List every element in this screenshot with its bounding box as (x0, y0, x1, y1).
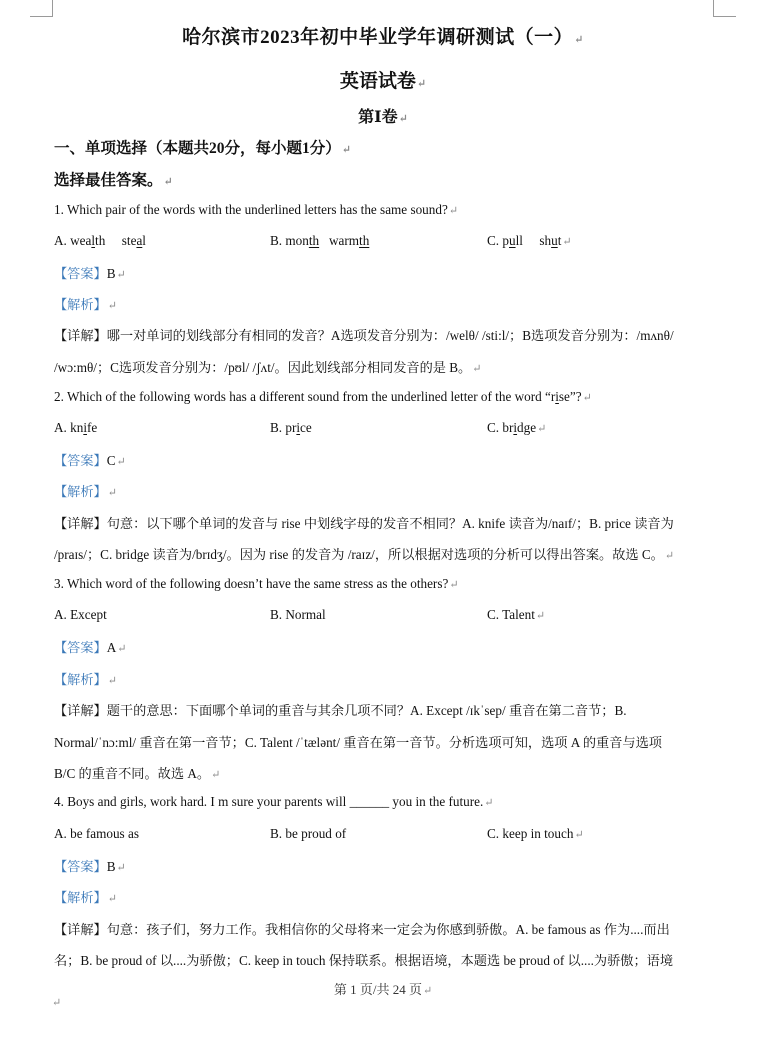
question-3-stem: 3. Which word of the following doesn’t have the same stress as the others?↵ (54, 576, 459, 591)
section-heading: 一、单项选择（本题共20分，每小题1分）↵ (54, 140, 351, 157)
question-2-option-a: A. knife (54, 420, 98, 435)
question-3-option-a: A. Except (54, 607, 107, 622)
question-2-option-b: B. price (270, 420, 312, 435)
question-1-detail-line-1: 【详解】哪一对单词的划线部分有相同的发音？A选项发音分别为：/welθ/ /sti:l/；B选项发音分别为：/mʌnθ/ (54, 328, 674, 343)
question-3-detail-line-1: 【详解】题干的意思：下面哪个单词的重音与其余几项不同？A. Except /ɪkˈsep/ 重音在第二音节；B. (54, 703, 627, 718)
question-2-answer: 【答案】C↵ (54, 453, 126, 468)
question-1-stem: 1. Which pair of the words with the underlined letters has the same sound?↵ (54, 202, 459, 217)
volume-heading: 第Ⅰ卷↵ (358, 109, 408, 126)
question-4-option-b: B. be proud of (270, 826, 347, 841)
question-1-option-b: B. month warmth (270, 233, 370, 248)
question-1-detail-line-2: /wɔ:mθ/；C选项发音分别为：/pʊl/ /ʃʌt/。因此划线部分相同发音的是 B。↵ (54, 360, 482, 375)
question-4-analysis: 【解析】↵ (54, 890, 117, 905)
question-3-analysis: 【解析】↵ (54, 672, 117, 687)
question-2-detail-line-2: /praɪs/；C. bridge 读音为/brɪdʒ/。因为 rise 的发音为 /raɪz/，所以根据对选项的分析可以得出答案。故选 C。↵ (54, 547, 675, 562)
question-1-analysis: 【解析】↵ (54, 297, 117, 312)
question-3-option-c: C. Talent↵ (487, 607, 546, 622)
section-instruction: 选择最佳答案。↵ (54, 172, 173, 189)
question-4-detail-line-2: 名；B. be proud of 以....为骄傲；C. keep in touch 保持联系。根据语境，本题选 be proud of 以....为骄傲；语境 (54, 953, 674, 968)
question-2-detail-line-1: 【详解】句意：以下哪个单词的发音与 rise 中划线字母的发音不相同？A. knife 读音为/naɪf/；B. price 读音为 (54, 516, 674, 531)
question-4-option-a: A. be famous as (54, 826, 139, 841)
paragraph-mark: ↵ (52, 997, 62, 1009)
question-1-option-c: C. pull shut↵ (487, 233, 572, 248)
question-4-option-c: C. keep in touch↵ (487, 826, 584, 841)
page-footer: 第 1 页/共 24 页↵ (333, 982, 433, 997)
question-2-option-c: C. bridge↵ (487, 420, 547, 435)
question-3-detail-line-2: Normal/ˈnɔ:ml/ 重音在第一音节；C. Talent /ˈtælənt/ 重音在第一音节。分析选项可知，选项 A 的重音与选项 (54, 735, 662, 750)
question-4-detail-line-1: 【详解】句意：孩子们，努力工作。我相信你的父母将来一定会为你感到骄傲。A. be famous as 作为....而出 (54, 922, 670, 937)
exam-subtitle: 英语试卷↵ (339, 71, 427, 92)
question-3-detail-line-3: B/C 的重音不同。故选 A。↵ (54, 766, 221, 781)
question-1-answer: 【答案】B↵ (54, 266, 126, 281)
question-4-answer: 【答案】B↵ (54, 859, 126, 874)
question-3-option-b: B. Normal (270, 607, 326, 622)
question-4-stem: 4. Boys and girls, work hard. I m sure your parents will ______ you in the future.↵ (54, 794, 494, 809)
question-1-option-a: A. wealth steal (54, 233, 146, 248)
exam-title: 哈尔滨市2023年初中毕业学年调研测试（一）↵ (182, 27, 584, 48)
question-2-stem: 2. Which of the following words has a different sound from the underlined letter of the word “rise”?↵ (54, 389, 592, 404)
question-3-answer: 【答案】A↵ (54, 640, 127, 655)
question-2-analysis: 【解析】↵ (54, 484, 117, 499)
